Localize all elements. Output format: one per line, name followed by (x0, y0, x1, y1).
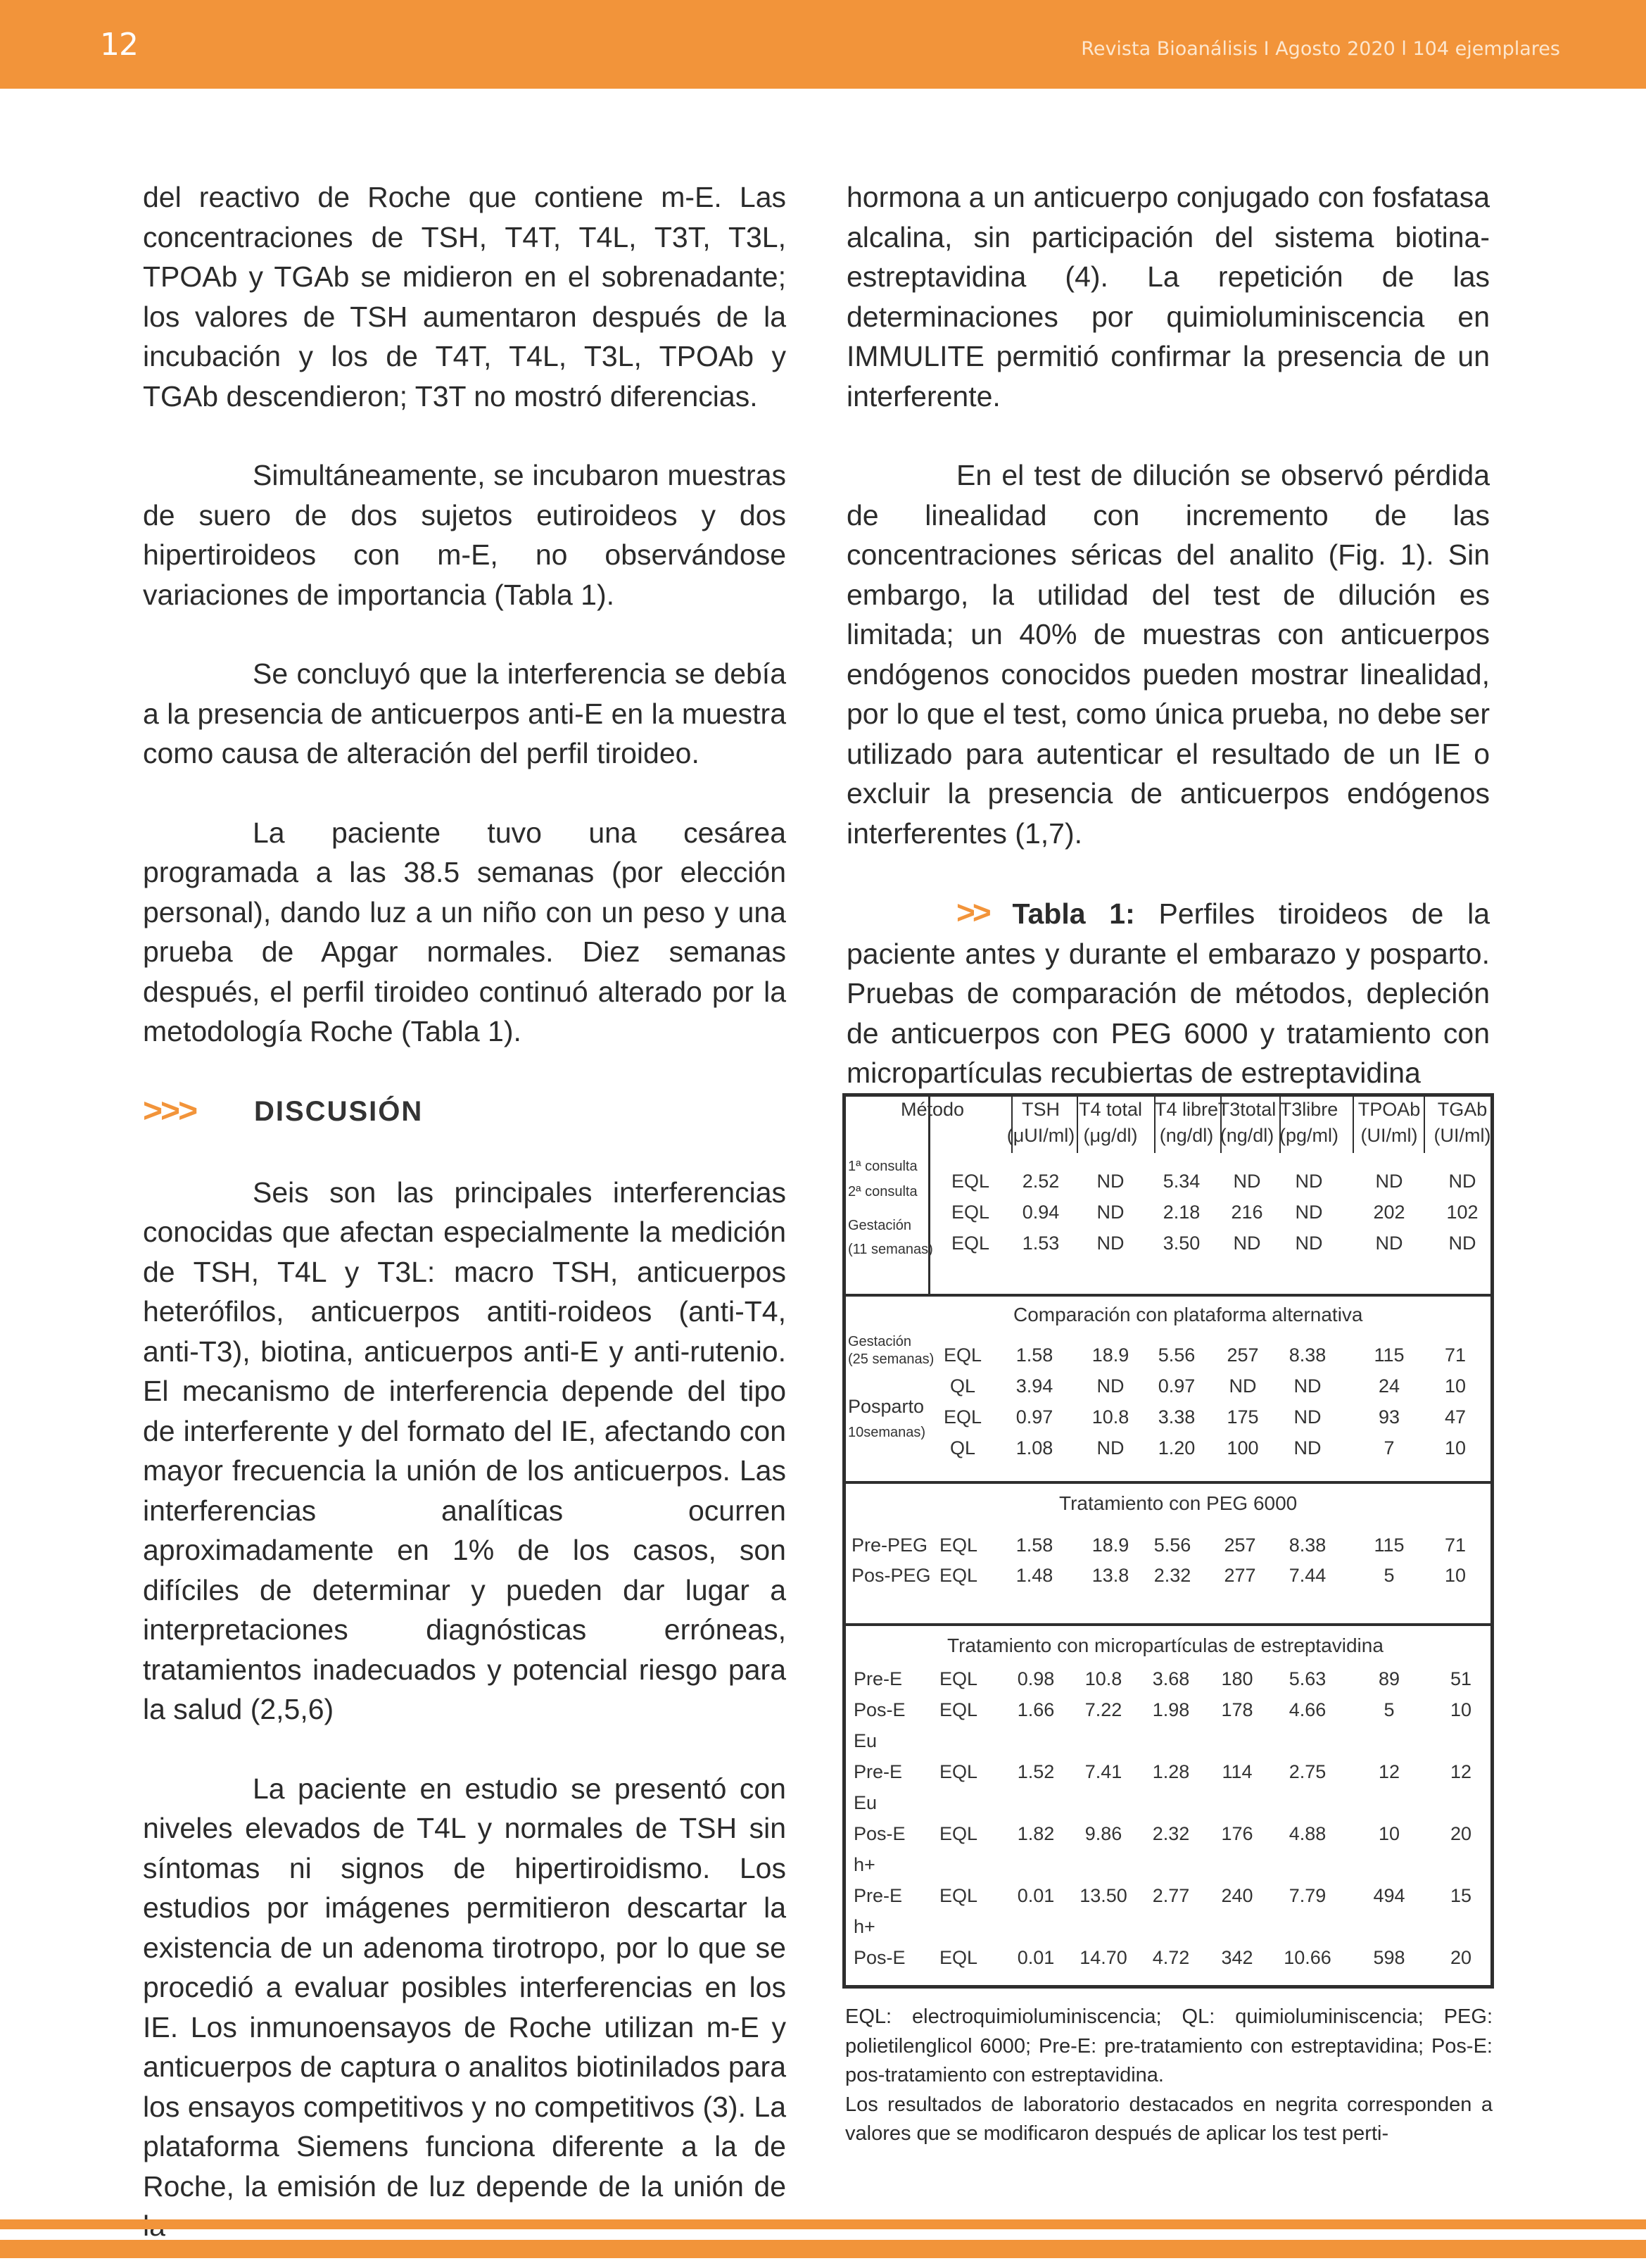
row-label: Gestación (848, 1218, 912, 1233)
page-header (0, 0, 1646, 89)
table-cell: 2.18 (1163, 1202, 1201, 1223)
table-cell: 12 (1378, 1761, 1400, 1782)
table-cell: 1.08 (1015, 1437, 1053, 1459)
table-cell: ND (1096, 1171, 1125, 1192)
table-cell: ND (1229, 1375, 1257, 1397)
column-header-unit: (ng/dl) (1159, 1125, 1214, 1146)
table-cell: 3.68 (1152, 1668, 1190, 1689)
table-cell: 7.44 (1289, 1565, 1327, 1586)
table-divider (1077, 1097, 1078, 1153)
column-header-unit: (UI/ml) (1433, 1125, 1491, 1146)
footer-stripe (0, 2240, 1646, 2258)
table-cell: 0.97 (1015, 1406, 1053, 1428)
table-cell: 1.52 (1017, 1761, 1055, 1782)
table-cell: ND (1375, 1233, 1403, 1254)
table-cell: EQL (951, 1202, 990, 1223)
column-header: TSH (1022, 1099, 1060, 1120)
table-divider (846, 1481, 1490, 1484)
table-cell: 9.86 (1084, 1823, 1122, 1844)
table-cell: 1.53 (1022, 1233, 1060, 1254)
table-cell: 5.63 (1289, 1668, 1327, 1689)
table-notes (845, 2003, 1493, 2149)
table-cell: 3.94 (1015, 1375, 1053, 1397)
column-header-unit: (pg/ml) (1279, 1125, 1339, 1146)
table-cell: ND (1096, 1375, 1125, 1397)
right-column (847, 177, 1490, 1093)
table-cell: 176 (1221, 1823, 1253, 1844)
table-cell: 10 (1444, 1565, 1467, 1586)
table-cell: 14.70 (1080, 1947, 1127, 1968)
table-cell: 2.32 (1153, 1565, 1191, 1586)
table-cell: 1.48 (1015, 1565, 1053, 1586)
table-cell: ND (1293, 1375, 1322, 1397)
caption-text: Perfiles tiroideos de la paciente antes y durante el embarazo y posparto. Pruebas de comparación de métodos, depleción de anticuerpos con PEG 6000 y tratamiento con micropartículas recubiertas de estreptavidina (847, 897, 1490, 1089)
data-table (842, 1093, 1494, 1989)
table-cell: 51 (1450, 1668, 1472, 1689)
column-header: T3libre (1279, 1099, 1338, 1120)
table-cell: 24 (1378, 1375, 1400, 1397)
table-cell: EQL (939, 1565, 978, 1586)
table-cell: 114 (1222, 1761, 1253, 1782)
table-cell: EQL (951, 1171, 990, 1192)
table-cell: 257 (1227, 1344, 1259, 1366)
table-cell: 13.50 (1080, 1885, 1127, 1906)
table-cell: EQL (943, 1344, 982, 1366)
table-cell: 1.58 (1015, 1535, 1053, 1556)
section-title: Tratamiento con PEG 6000 (1059, 1492, 1298, 1514)
note: EQL: electroquimioluminiscencia; QL: quimioluminiscencia; PEG: polietilenglicol 6000; Pre-E: pre-tratamiento con estreptavidina; Pos-E: pos-tratamiento con estreptavidina. (845, 2005, 1493, 2086)
column-header: T4 total (1078, 1099, 1143, 1120)
note: Los resultados de laboratorio destacados en negrita corresponden a valores que se modificaron después de aplicar los test perti- (845, 2093, 1493, 2145)
section-title: DISCUSIÓN (254, 1096, 424, 1128)
table-cell: 5.56 (1158, 1344, 1196, 1366)
table-cell: 93 (1378, 1406, 1400, 1428)
row-label: Gestación (848, 1334, 912, 1349)
table-cell: 1.82 (1017, 1823, 1055, 1844)
row-label: Pos-PEG (852, 1565, 931, 1586)
paragraph: La paciente en estudio se presentó con niveles elevados de T4L y normales de TSH sin síntomas ni signos de hipertiroidismo. Los estudios por imágenes permitieron descartar la existencia de un adenoma tirotropo, por lo que se procedió a evaluar posibles interferencias en los IE. Los inmunoensayos de Roche utilizan m-E y anticuerpos de captura o analitos biotinilados para los ensayos competitivos y no competitivos (3). La plataforma Siemens funciona diferente a la de Roche, la emisión de luz depende de la unión de (143, 1772, 786, 2203)
table-cell: ND (1293, 1437, 1322, 1459)
table-cell: 598 (1373, 1947, 1405, 1968)
page-number: 12 (100, 27, 138, 63)
column-header: T3total (1217, 1099, 1277, 1120)
row-label: 1ª consulta (848, 1159, 918, 1174)
footer-stripe (0, 2219, 1646, 2229)
table-cell: 7.22 (1084, 1699, 1122, 1720)
table-cell: 4.66 (1289, 1699, 1327, 1720)
row-label: 10semanas) (848, 1425, 926, 1440)
table-cell: ND (1096, 1233, 1125, 1254)
table-cell: 115 (1374, 1344, 1405, 1366)
table-cell: EQL (939, 1699, 978, 1720)
paragraph: Simultáneamente, se incubaron muestras de suero de dos sujetos eutiroideos y dos hipertiroideos con m-E, no observándose variaciones de importancia (Tabla 1). (143, 459, 786, 611)
table-cell: ND (1096, 1437, 1125, 1459)
table-cell: 10.66 (1284, 1947, 1331, 1968)
table-cell: 10.8 (1091, 1406, 1129, 1428)
table-cell: 20 (1450, 1947, 1472, 1968)
table-label: Tabla 1: (1012, 897, 1135, 930)
column-header-unit: (ng/dl) (1220, 1125, 1274, 1146)
table-cell: EQL (939, 1761, 978, 1782)
row-label: Pos-E (854, 1947, 906, 1968)
table-cell: ND (1293, 1406, 1322, 1428)
table-cell: EQL (939, 1535, 978, 1556)
column-header-unit: (μUI/ml) (1006, 1125, 1075, 1146)
table-cell: 18.9 (1091, 1344, 1129, 1366)
paragraph: En el test de dilución se observó pérdida de linealidad con incremento de las concentraciones séricas del analito (Fig. 1). Sin embargo, la utilidad del test de dilución es limitada; un 40% de muestras con anticuerpos endógenos conocidos pueden mostrar linealidad, por lo que el test, como única prueba, no debe ser utilizado para autenticar el resultado de un IE o excluir la presencia de anticuerpos endógenos interferentes (1,7). (847, 459, 1490, 850)
table-cell: EQL (951, 1233, 990, 1254)
row-label: Pre-E (854, 1885, 903, 1906)
table-cell: 10.8 (1084, 1668, 1122, 1689)
row-label: h+ (854, 1916, 875, 1937)
table-cell: 216 (1231, 1202, 1263, 1223)
row-label: Pos-E (854, 1823, 906, 1844)
column-header: TPOAb (1357, 1099, 1421, 1120)
table-cell: 1.66 (1017, 1699, 1055, 1720)
journal-info: Revista Bioanálisis I Agosto 2020 l 104 ejemplares (1081, 38, 1560, 60)
table-cell: 8.38 (1289, 1535, 1327, 1556)
table-cell: 257 (1224, 1535, 1256, 1556)
row-label: Pre-E (854, 1668, 903, 1689)
table-cell: 494 (1373, 1885, 1405, 1906)
table-cell: 102 (1446, 1202, 1479, 1223)
column-header: T4 libre (1154, 1099, 1219, 1120)
table-cell: 18.9 (1091, 1535, 1129, 1556)
table-cell: 5 (1384, 1699, 1395, 1720)
table-divider (928, 1097, 930, 1294)
table-cell: ND (1448, 1171, 1476, 1192)
table-cell: 178 (1221, 1699, 1253, 1720)
row-label: 2ª consulta (848, 1184, 918, 1199)
row-label: h+ (854, 1854, 875, 1875)
table-cell: 1.20 (1158, 1437, 1196, 1459)
column-header: TGAb (1437, 1099, 1488, 1120)
table-cell: 5 (1384, 1565, 1395, 1586)
table-cell: 3.50 (1163, 1233, 1201, 1254)
section-title: Comparación con plataforma alternativa (1013, 1304, 1363, 1325)
table-cell: 10 (1444, 1375, 1467, 1397)
table-divider (846, 1623, 1490, 1626)
table-cell: 0.94 (1022, 1202, 1060, 1223)
table-cell: 277 (1224, 1565, 1256, 1586)
table-cell: 2.52 (1022, 1171, 1060, 1192)
table-cell: ND (1295, 1202, 1323, 1223)
table-divider (1424, 1097, 1425, 1153)
paragraph: Seis son las principales interferencias conocidas que afectan especialmente la medición de TSH, T4L y T3L: macro TSH, anticuerpos heterófilos, anticuerpos antiti-roideos (anti-T4, anti-T3), biotina, anticuerpos anti-E y anti-rutenio. El mecanismo de interferencia depende del tipo de interferente y del formato del IE, afectando con mayor frecuencia la unión de los anticuerpos. Las interferencias analíticas ocurren aproximadamente en 1% de los casos, son difíciles de determinar y pueden dar lugar a interpretaciones diagnósticas erróneas, tratamientos inadecuados y potencial riesgo para la salud (2,5,6) (143, 1176, 786, 1725)
row-label: Eu (854, 1730, 878, 1751)
row-label: (11 semanas) (848, 1242, 933, 1257)
table-cell: 342 (1221, 1947, 1253, 1968)
table-cell: 115 (1374, 1535, 1405, 1556)
row-label: Pos-E (854, 1699, 906, 1720)
table-cell: 20 (1450, 1823, 1472, 1844)
table-cell: 240 (1221, 1885, 1253, 1906)
table-cell: 0.98 (1017, 1668, 1055, 1689)
column-header: Método (900, 1099, 965, 1120)
paragraph: La paciente tuvo una cesárea programada a las 38.5 semanas (por elección personal), dando luz a un niño con un peso y una prueba de Apgar normales. Diez semanas después, el perfil tiroideo continuó alterado por la metodología Roche (Tabla 1). (143, 816, 786, 1047)
section-title: Tratamiento con micropartículas de estreptavidina (947, 1634, 1384, 1656)
table-cell: 0.97 (1158, 1375, 1196, 1397)
table-cell: 2.32 (1152, 1823, 1190, 1844)
table-cell: 10 (1450, 1699, 1472, 1720)
table-cell: ND (1448, 1233, 1476, 1254)
table-cell: 10 (1378, 1823, 1400, 1844)
table-cell: ND (1375, 1171, 1403, 1192)
table-cell: 13.8 (1091, 1565, 1129, 1586)
table-cell: 7.79 (1289, 1885, 1327, 1906)
table-cell: 71 (1444, 1535, 1467, 1556)
table-cell: QL (949, 1375, 976, 1397)
table-cell: 4.72 (1152, 1947, 1190, 1968)
paragraph: Se concluyó que la interferencia se debía a la presencia de anticuerpos anti-E en la muestra como causa de alteración del perfil tiroideo. (143, 657, 786, 769)
table-cell: EQL (939, 1823, 978, 1844)
table-cell: 5.56 (1153, 1535, 1191, 1556)
table-cell: 15 (1450, 1885, 1472, 1906)
table-cell: 71 (1444, 1344, 1467, 1366)
table-cell: 175 (1227, 1406, 1259, 1428)
table-cell: 1.58 (1015, 1344, 1053, 1366)
row-label: Eu (854, 1792, 878, 1813)
table-cell: 7 (1384, 1437, 1395, 1459)
table-caption (847, 893, 1490, 1093)
table-cell: 202 (1373, 1202, 1405, 1223)
table-cell: 3.38 (1158, 1406, 1196, 1428)
table-divider (846, 1294, 1490, 1297)
paragraph: del reactivo de Roche que contiene m-E. Las concentraciones de TSH, T4T, T4L, T3T, T3L, TPOAb y TGAb se midieron en el sobrenadante; los valores de TSH aumentaron después de la incubación y los de T4T, T4L, T3L, TPOAb y TGAb descendieron; T3T no mostró diferencias. (143, 181, 786, 412)
table-cell: 1.28 (1152, 1761, 1190, 1782)
table-cell: 100 (1227, 1437, 1259, 1459)
left-column (143, 177, 786, 2246)
row-label: (25 semanas) (848, 1352, 935, 1367)
table-cell: 0.01 (1017, 1947, 1055, 1968)
column-header-unit: (μg/dl) (1083, 1125, 1138, 1146)
chevron-icon: >>> (143, 1092, 196, 1130)
table-cell: EQL (943, 1406, 982, 1428)
table-cell: 10 (1444, 1437, 1467, 1459)
table-cell: ND (1295, 1171, 1323, 1192)
section-heading (143, 1091, 786, 1133)
table-cell: 5.34 (1163, 1171, 1201, 1192)
table-cell: EQL (939, 1947, 978, 1968)
chevron-icon: >> (956, 894, 989, 931)
table-cell: 4.88 (1289, 1823, 1327, 1844)
table-cell: 12 (1450, 1761, 1472, 1782)
table-cell: ND (1096, 1202, 1125, 1223)
table-cell: EQL (939, 1885, 978, 1906)
table-cell: 2.77 (1152, 1885, 1190, 1906)
table-cell: 7.41 (1084, 1761, 1122, 1782)
table-cell: QL (949, 1437, 976, 1459)
table-cell: ND (1295, 1233, 1323, 1254)
table-cell: 8.38 (1289, 1344, 1327, 1366)
column-header-unit: (UI/ml) (1360, 1125, 1418, 1146)
table-cell: ND (1233, 1233, 1261, 1254)
table-cell: ND (1233, 1171, 1261, 1192)
row-label: Pre-E (854, 1761, 903, 1782)
table-cell: EQL (939, 1668, 978, 1689)
table-cell: 180 (1221, 1668, 1253, 1689)
table-cell: 2.75 (1289, 1761, 1327, 1782)
table-divider (1353, 1097, 1354, 1153)
table-cell: 0.01 (1017, 1885, 1055, 1906)
row-label: Posparto (848, 1396, 925, 1417)
table-cell: 47 (1444, 1406, 1467, 1428)
table-cell: 1.98 (1152, 1699, 1190, 1720)
table-cell: 89 (1378, 1668, 1400, 1689)
paragraph: hormona a un anticuerpo conjugado con fosfatasa alcalina, sin participación del sistema biotina-estreptavidina (4). La repetición de las determinaciones por quimioluminiscencia en IMMULITE permitió confirmar la presencia de un interferente. (847, 181, 1490, 412)
row-label: Pre-PEG (852, 1535, 928, 1556)
